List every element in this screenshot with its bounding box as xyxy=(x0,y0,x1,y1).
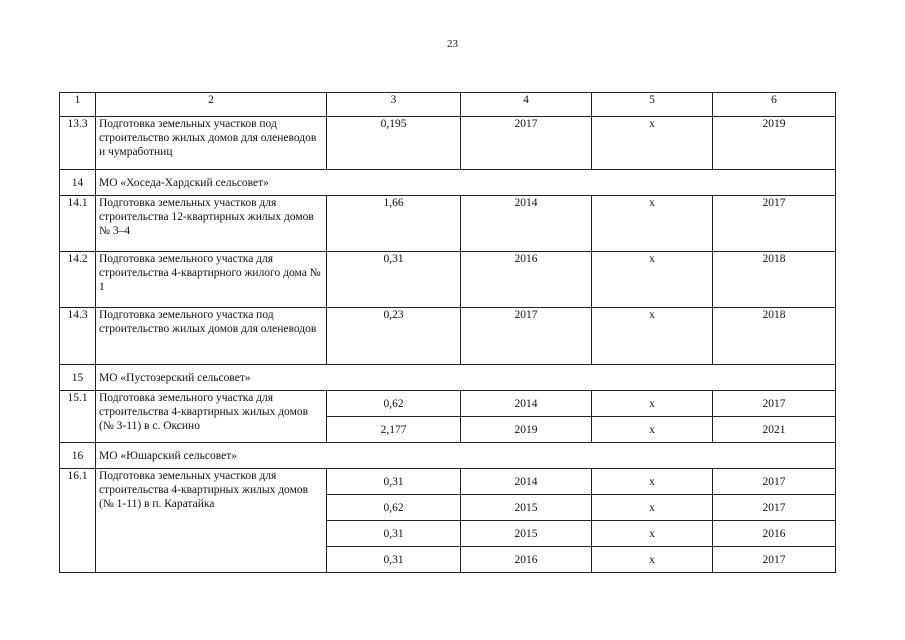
area-value: 0,195 xyxy=(327,117,461,170)
start-year: 2015 xyxy=(461,495,592,521)
start-year: 2014 xyxy=(461,469,592,495)
row-number: 13.3 xyxy=(60,117,96,170)
table-row xyxy=(60,469,836,495)
area-value: 0,23 xyxy=(327,308,461,365)
table-row xyxy=(60,117,836,170)
mark-value: х xyxy=(592,547,713,573)
area-value: 0,31 xyxy=(327,521,461,547)
row-description: Подготовка земельного участка для строительства 4-квартирного жилого дома № 1 xyxy=(96,252,327,308)
row-description: Подготовка земельных участков для строительства 12-квартирных жилых домов № 3–4 xyxy=(96,196,327,252)
header-cell-1: 1 xyxy=(60,93,96,117)
section-number: 15 xyxy=(60,365,96,391)
start-year: 2017 xyxy=(461,117,592,170)
header-cell-3: 3 xyxy=(327,93,461,117)
mark-value: х xyxy=(592,521,713,547)
header-cell-5: 5 xyxy=(592,93,713,117)
row-number: 15.1 xyxy=(60,391,96,443)
row-description: Подготовка земельного участка для строительства 4-квартирных жилых домов (№ 3-11) в с. Оксино xyxy=(96,391,327,443)
area-value: 0,31 xyxy=(327,469,461,495)
start-year: 2014 xyxy=(461,196,592,252)
area-value: 0,31 xyxy=(327,252,461,308)
area-value: 2,177 xyxy=(327,417,461,443)
table-row xyxy=(60,196,836,252)
mark-value: х xyxy=(592,391,713,417)
area-value: 0,62 xyxy=(327,391,461,417)
end-year: 2017 xyxy=(713,469,836,495)
end-year: 2016 xyxy=(713,521,836,547)
end-year: 2017 xyxy=(713,547,836,573)
row-number: 14.3 xyxy=(60,308,96,365)
row-number: 16.1 xyxy=(60,469,96,573)
start-year: 2019 xyxy=(461,417,592,443)
table-row xyxy=(60,391,836,417)
section-title: МО «Хоседа-Хардский сельсовет» xyxy=(96,170,836,196)
area-value: 0,62 xyxy=(327,495,461,521)
start-year: 2014 xyxy=(461,391,592,417)
end-year: 2017 xyxy=(713,495,836,521)
header-cell-6: 6 xyxy=(713,93,836,117)
end-year: 2021 xyxy=(713,417,836,443)
mark-value: х xyxy=(592,308,713,365)
end-year: 2018 xyxy=(713,308,836,365)
header-cell-4: 4 xyxy=(461,93,592,117)
start-year: 2015 xyxy=(461,521,592,547)
table-row xyxy=(60,308,836,365)
program-table xyxy=(59,92,836,573)
row-description: Подготовка земельного участка под строительство жилых домов для оленеводов xyxy=(96,308,327,365)
page-number: 23 xyxy=(447,38,458,50)
row-number: 14.1 xyxy=(60,196,96,252)
mark-value: х xyxy=(592,252,713,308)
area-value: 1,66 xyxy=(327,196,461,252)
start-year: 2016 xyxy=(461,252,592,308)
section-row xyxy=(60,443,836,469)
end-year: 2017 xyxy=(713,391,836,417)
mark-value: х xyxy=(592,117,713,170)
section-title: МО «Пустозерский сельсовет» xyxy=(96,365,836,391)
section-number: 16 xyxy=(60,443,96,469)
mark-value: х xyxy=(592,495,713,521)
start-year: 2017 xyxy=(461,308,592,365)
row-description: Подготовка земельных участков для строительства 4-квартирных жилых домов (№ 1-11) в п. Каратайка xyxy=(96,469,327,573)
area-value: 0,31 xyxy=(327,547,461,573)
section-title: МО «Юшарский сельсовет» xyxy=(96,443,836,469)
row-number: 14.2 xyxy=(60,252,96,308)
mark-value: х xyxy=(592,469,713,495)
header-cell-2: 2 xyxy=(96,93,327,117)
table-row xyxy=(60,252,836,308)
section-number: 14 xyxy=(60,170,96,196)
end-year: 2019 xyxy=(713,117,836,170)
end-year: 2017 xyxy=(713,196,836,252)
mark-value: х xyxy=(592,196,713,252)
table-header-row xyxy=(60,93,836,117)
section-row xyxy=(60,365,836,391)
mark-value: х xyxy=(592,417,713,443)
row-description: Подготовка земельных участков под строительство жилых домов для оленеводов и чумработниц xyxy=(96,117,327,170)
start-year: 2016 xyxy=(461,547,592,573)
section-row xyxy=(60,170,836,196)
end-year: 2018 xyxy=(713,252,836,308)
